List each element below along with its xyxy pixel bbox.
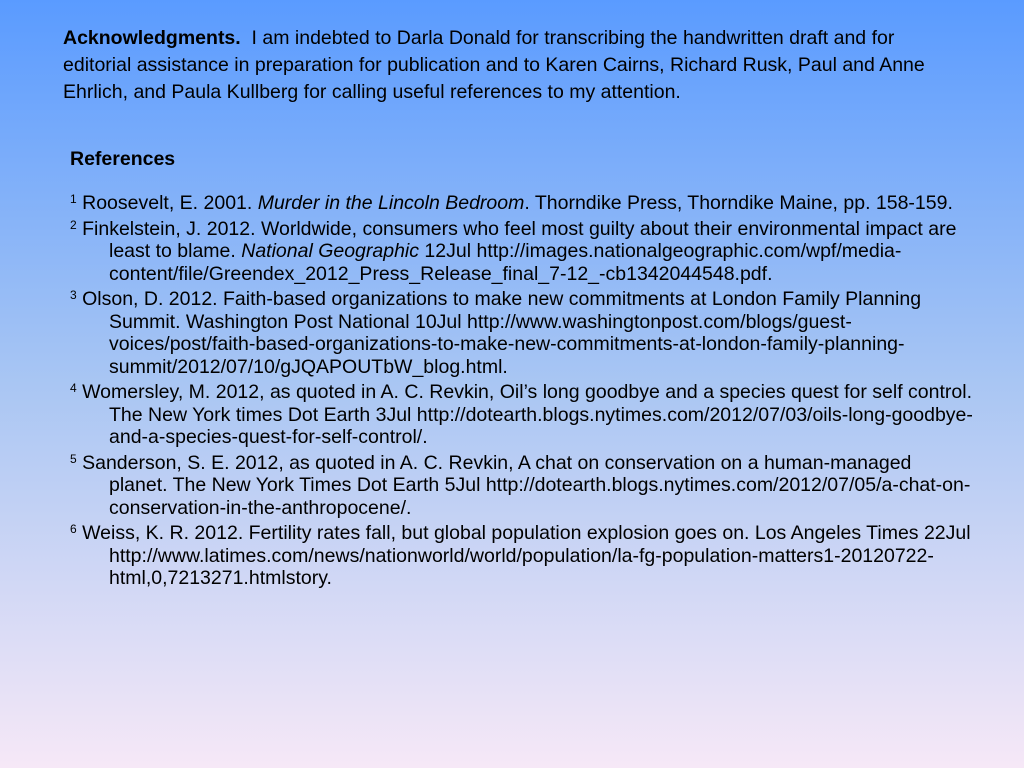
reference-number: 4 (70, 381, 77, 395)
acknowledgments-title: Acknowledgments. (63, 27, 241, 49)
reference-text: Olson, D. 2012. Faith-based organizations to make new commitments at London Family Planning Summit. Washington Post National 10Jul http://www.washingtonpost.com/blogs/guest-voices/post/faith-based-organizations-to-make-new-commitments-at-london-family-planning-summit/2012/07/10/gJQAPOUTbW_blog.html. (82, 288, 922, 378)
acknowledgments-text: I am indebted to Darla Donald for transcribing the handwritten draft and for editorial assistance in preparation for publication and to Karen Cairns, Richard Rusk, Paul and Anne Ehrlich, and Paula Kullberg for calling useful references to my attention. (63, 27, 925, 103)
reference-number: 2 (70, 217, 77, 232)
reference-item (70, 452, 975, 520)
reference-title: National Geographic (241, 240, 420, 262)
reference-text: Weiss, K. R. 2012. Fertility rates fall, but global population explosion goes on. Los Angeles Times 22Jul http://www.latimes.com/news/nationworld/world/population/la-fg-population-matters1-20120722-html,0,7213271.htmlstory. (82, 522, 971, 589)
reference-text: Roosevelt, E. 2001. (82, 192, 258, 214)
reference-text: Sanderson, S. E. 2012, as quoted in A. C. Revkin, A chat on conservation on a human-managed planet. The New York Times Dot Earth 5Jul http://dotearth.blogs.nytimes.com/2012/07/05/a-chat-on-conservation-in-the-anthropocene/. (82, 451, 971, 519)
reference-number: 6 (70, 522, 77, 536)
reference-item (70, 381, 975, 449)
reference-item (70, 192, 975, 215)
references-heading: References (70, 148, 176, 170)
reference-text-rest: 12Jul http://images.nationalgeographic.com/wpf/media-content/file/Greendex_2012_Press_Release_final_7-12_-cb1342044548.pdf. (109, 240, 902, 285)
reference-number: 3 (70, 288, 77, 302)
reference-text: Finkelstein, J. 2012. Worldwide, consumers who feel most guilty about their environmental impact are least to blame. (82, 217, 957, 262)
reference-number: 5 (70, 451, 77, 466)
reference-item (70, 218, 975, 286)
reference-text: Womersley, M. 2012, as quoted in A. C. Revkin, Oil’s long goodbye and a species quest for self control. The New York times Dot Earth 3Jul http://dotearth.blogs.nytimes.com/2012/07/03/oils-long-goodbye-and-a-species-quest-for-self-control/. (82, 381, 973, 448)
reference-text-rest: . Thorndike Press, Thorndike Maine, pp. 158-159. (524, 192, 953, 214)
reference-number: 1 (70, 192, 77, 206)
reference-item (70, 288, 975, 378)
acknowledgments-paragraph (63, 25, 963, 106)
reference-title: Murder in the Lincoln Bedroom (257, 192, 525, 214)
reference-item (70, 522, 975, 590)
reference-list (70, 192, 975, 593)
